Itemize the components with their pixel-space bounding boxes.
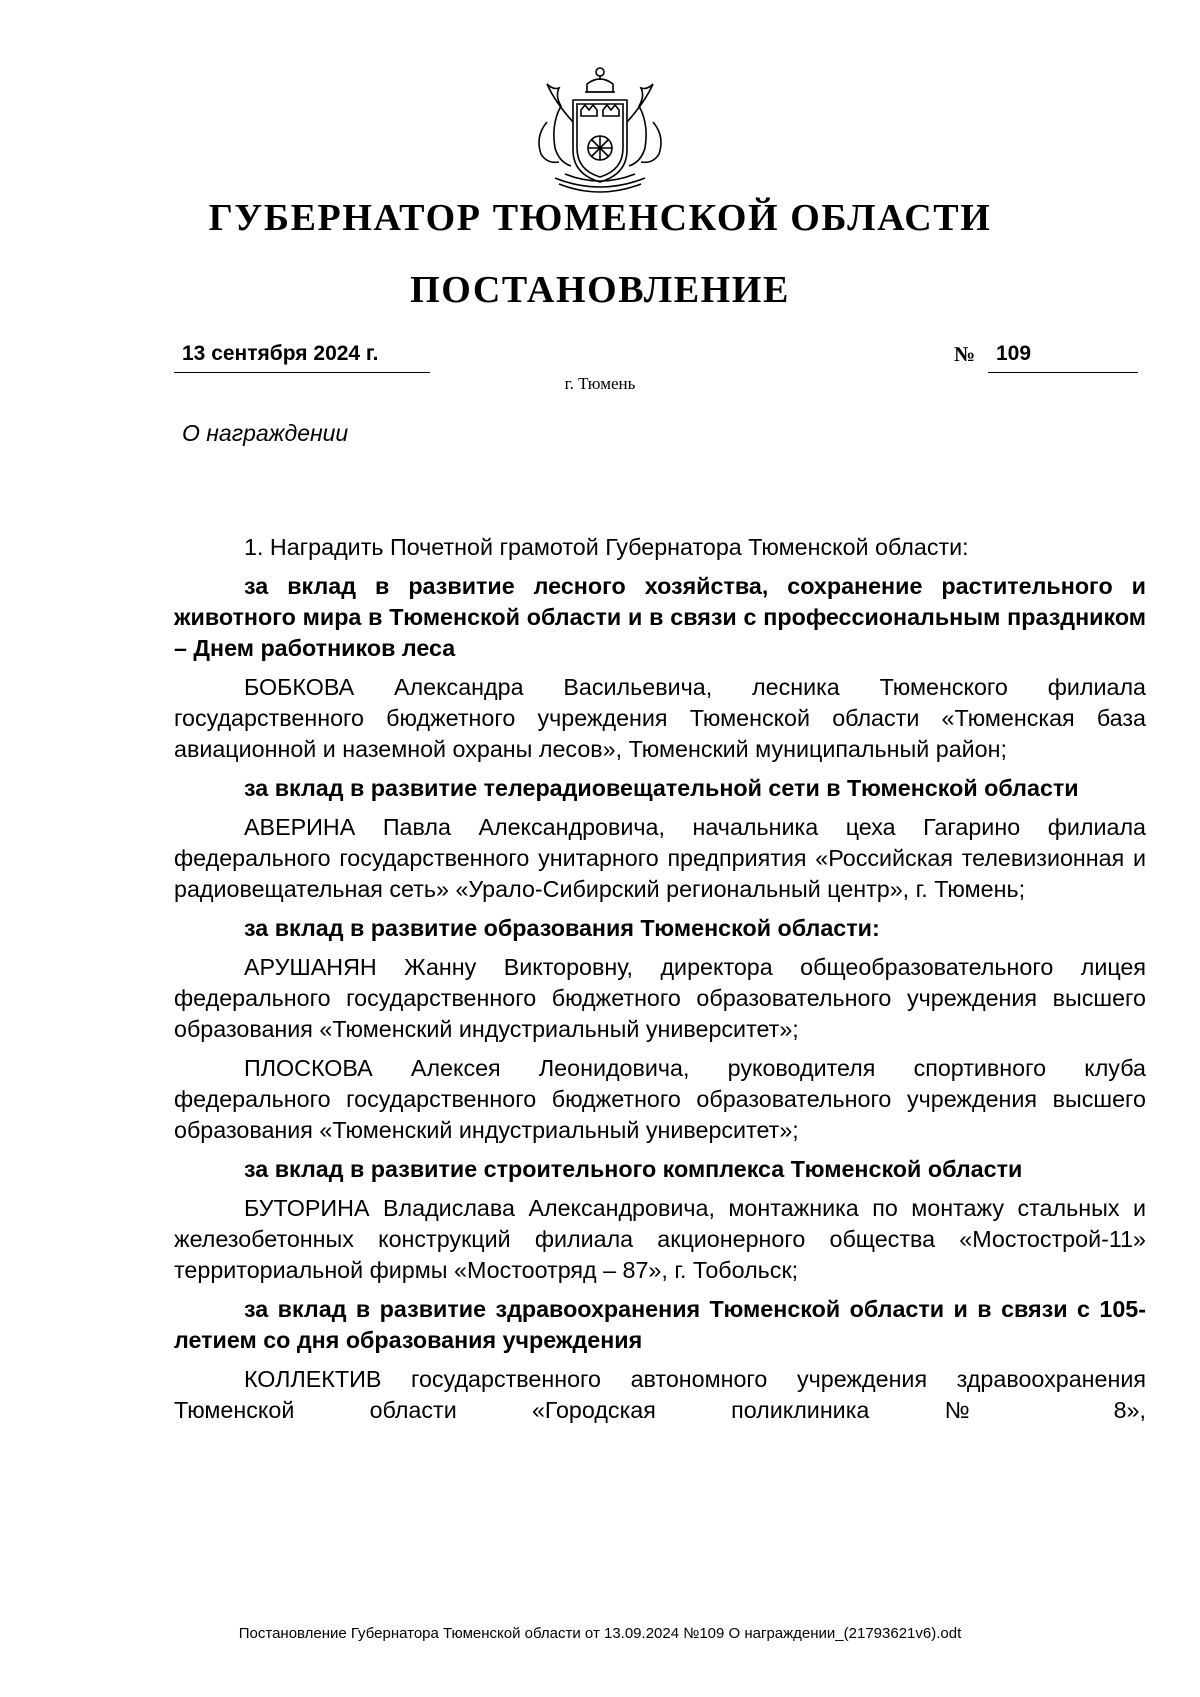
document-subject: О награждении (182, 420, 349, 446)
number-sign: № (954, 342, 976, 366)
nominee-paragraph: БУТОРИНА Владислава Александровича, монтажника по монтажу стальных и железобетонных конструкций филиала акционерного общества «Мостострой-11» территориальной фирмы «Мостоотряд – 87», г. Тобольск; (174, 1195, 1146, 1283)
date-field (174, 342, 430, 373)
file-footer: Постановление Губернатора Тюменской области от 13.09.2024 №109 О награждении_(21793621v6).odt (238, 1625, 962, 1642)
document-number: 109 (996, 342, 1032, 365)
award-category-heading: за вклад в развитие образования Тюменской области: (244, 915, 880, 941)
award-category-heading: за вклад в развитие телерадиовещательной сети в Тюменской области (244, 775, 1079, 801)
number-field (988, 342, 1138, 373)
document-body (174, 532, 1146, 1434)
document-date: 13 сентября 2024 г. (182, 342, 379, 365)
nominee-paragraph: КОЛЛЕКТИВ государственного автономного учреждения здравоохранения Тюменской области «Городская поликлиника № 8», (174, 1366, 1146, 1423)
document-type: ПОСТАНОВЛЕНИЕ (410, 269, 790, 311)
nominee-paragraph: АРУШАНЯН Жанну Викторовну, директора общеобразовательного лицея федерального государственного бюджетного образовательного учреждения высшего образования «Тюменский индустриальный университет»; (174, 954, 1146, 1042)
nominee-paragraph: АВЕРИНА Павла Александровича, начальника цеха Гагарино филиала федерального государственного унитарного предприятия «Российская телевизионная и радиовещательная сеть» «Урало-Сибирский региональный центр», г. Тюмень; (174, 814, 1146, 902)
paragraph-award-intro: 1. Наградить Почетной грамотой Губернатора Тюменской области: (244, 534, 969, 560)
award-category-heading: за вклад в развитие здравоохранения Тюменской области и в связи с 105-летием со дня образования учреждения (174, 1296, 1146, 1353)
nominee-paragraph: БОБКОВА Александра Васильевича, лесника Тюменского филиала государственного бюджетного учреждения Тюменской области «Тюменская база авиационной и наземной охраны лесов», Тюменский муниципальный район; (174, 674, 1146, 762)
nominee-paragraph: ПЛОСКОВА Алексея Леонидовича, руководителя спортивного клуба федерального государственного бюджетного образовательного учреждения высшего образования «Тюменский индустриальный университет»; (174, 1055, 1146, 1143)
coat-of-arms-icon (525, 62, 675, 198)
authority-title: ГУБЕРНАТОР ТЮМЕНСКОЙ ОБЛАСТИ (208, 197, 992, 239)
city-label: г. Тюмень (564, 374, 636, 393)
award-category-heading: за вклад в развитие лесного хозяйства, сохранение растительного и животного мира в Тюменской области и в связи с профессиональным праздником – Днем работников леса (174, 573, 1146, 661)
award-category-heading: за вклад в развитие строительного комплекса Тюменской области (244, 1156, 1023, 1182)
